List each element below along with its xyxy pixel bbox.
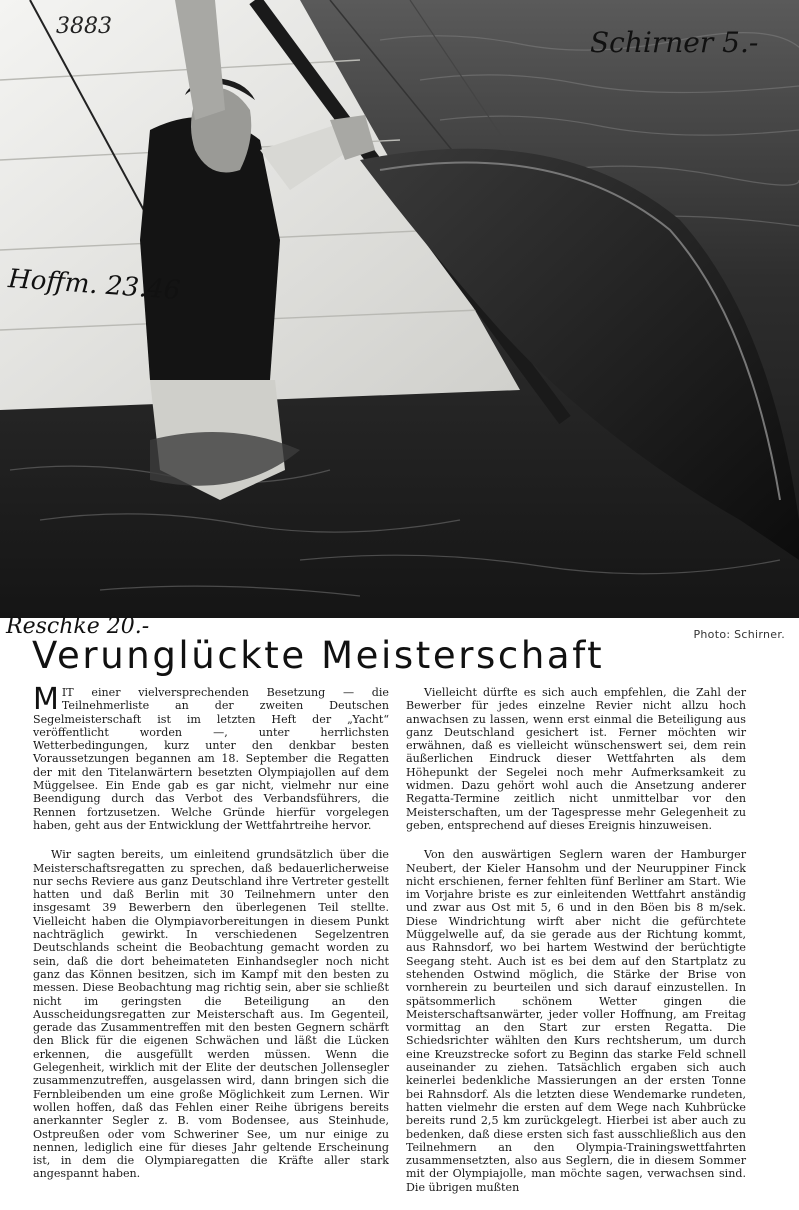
handwritten-catalog-number: 3883 (56, 14, 112, 39)
article-paragraph (33, 682, 389, 832)
article-column-right (406, 686, 746, 1210)
article-paragraph (33, 848, 389, 1180)
paragraph-text: IT einer vielversprechenden Besetzung — die Teilnehmerliste an der zweiten Deutschen Segelmeisterschaft ist im letzten Heft der „Yacht“ veröffentlicht worden —, unter herrlichsten Wetterbedingungen, kurz unter den denkbar besten Voraussetzungen begannen am 18. September die Regatten der mit den Titelanwärtern besetzten Olympiajollen auf dem Müggelsee. Ein Ende gab es gar nicht, vielmehr nur eine Beendigung durch das Verbot des Verbandsführers, die Rennen fortzusetzen. Welche Gründe hierfür vorgelegen haben, geht aus der Entwicklung der Wettfahrtreihe hervor. (33, 686, 389, 832)
article-paragraph: Von den auswärtigen Seglern waren der Hamburger Neubert, der Kieler Hansohm und der Neuruppiner Finck nicht erschienen, ferner fehlten fünf Berliner am Start. Wie im Vorjahre briste es zur einleitenden Wettfahrt anständig und zwar aus Ost mit 5, 6 und in den Böen bis 8 m/sek. Diese Windrichtung wirft aber nicht die gefürchtete Müggelwelle auf, da sie gerade aus der Richtung kommt, aus Rahnsdorf, wo bei hartem Westwind der berüchtigte Seegang steht. Auch ist es bei dem auf den Startplatz zu stehenden Ostwind möglich, die Stärke der Brise von vornherein zu beurteilen und sich darauf einzustellen. In spätsommerlich schönem Wetter gingen die Meisterschaftsanwärter, jeder voller Hoffnung, am Freitag vormittag an den Start zur ersten Regatta. Die Schiedsrichter wählten den Kurs rechtsherum, um durch eine Kreuzstrecke sofort zu Beginn das starke Feld schnell auseinander zu ziehen. Tatsächlich ergaben sich auch keinerlei bedenkliche Massierungen an der ersten Tonne bei Rahnsdorf. Als die letzten diese Wendemarke rundeten, hatten vielmehr die ersten auf dem Wege nach Kuhbrücke bereits rund 2,5 km zurückgelegt. Hierbei ist aber auch zu bedenken, daß diese ersten sich fast ausschließlich aus den Teilnehmern an den Olympia-Trainingswettfahrten zusammensetzten, also aus Seglern, die in diesem Sommer mit der Olympiajolle, man möchte sagen, verwachsen sind. Die übrigen mußten (406, 848, 746, 1194)
article-column-left (33, 682, 389, 1197)
drop-cap: M (33, 682, 59, 717)
paragraph-text: Wir sagten bereits, um einleitend grundsätzlich über die Meisterschaftsregatten zu sprechen, daß bedauerlicherweise nur sechs Reviere aus ganz Deutschland ihre Vertreter gestellt hatten und daß Berlin mit 30 Teilnehmern unter den insgesamt 39 Bewerbern den überlegenen Teil stellte. Vielleicht haben die Olympiavorbereitungen in diesem Punkt nachträglich gewirkt. In verschiedenen Segelzentren Deutschlands scheint die Beobachtung gemacht worden zu sein, daß die dort beheimateten Einhandsegler noch nicht ganz das Können besitzen, sich im Kampf mit den besten zu messen. Diese Beobachtung mag richtig sein, aber sie schließt nicht im geringsten die Beteiligung an den Ausscheidungsregatten zur Meisterschaft aus. Im Gegenteil, gerade das Zusammentreffen mit den besten Gegnern schärft den Blick für die eigenen Schwächen und läßt die Lücken erkennen, die ausgefüllt werden müssen. Wenn die Gelegenheit, wirklich mit der Elite der deutschen Jollensegler zusammenzutreffen, ausgelassen wird, dann bringen sich die Fernbleibenden um eine große Möglichkeit zum Lernen. Wir wollen hoffen, daß das Fehlen einer Reihe übrigens bereits anerkannter Segler z. B. vom Bodensee, aus Steinhude, Ostpreußen oder vom Schweriner See, um nur einige zu nennen, lediglich eine für dieses Jahr geltende Erscheinung ist, in dem die Olympiaregatten die Kräfte aller stark angespannt haben. (33, 848, 389, 1181)
photo-credit: Photo: Schirner. (693, 628, 785, 641)
article-paragraph: Vielleicht dürfte es sich auch empfehlen, die Zahl der Bewerber für jedes einzelne Revier nicht allzu hoch anwachsen zu lassen, wenn erst einmal die Beteiligung aus ganz Deutschland gesichert ist. Ferner möchten wir erwähnen, daß es vielleicht wünschenswert sei, dem rein äußerlichen Eindruck dieser Wettfahrten als dem Höhepunkt der Segelei noch mehr Aufmerksamkeit zu widmen. Dazu gehört wohl auch die Ansetzung anderer Regatta-Termine zeitlich nicht unmittelbar vor den Meisterschaften, um der Tagespresse mehr Gelegenheit zu geben, entsprechend auf dieses Ereignis hinzuweisen. (406, 686, 746, 832)
handwritten-photographer-price: Schirner 5.- (590, 26, 759, 59)
article-headline: Verunglückte Meisterschaft (32, 634, 605, 677)
handwritten-date-note: Hoffm. 23.46 (7, 264, 182, 306)
handwritten-author-price: Reschke 20.- (6, 614, 150, 639)
